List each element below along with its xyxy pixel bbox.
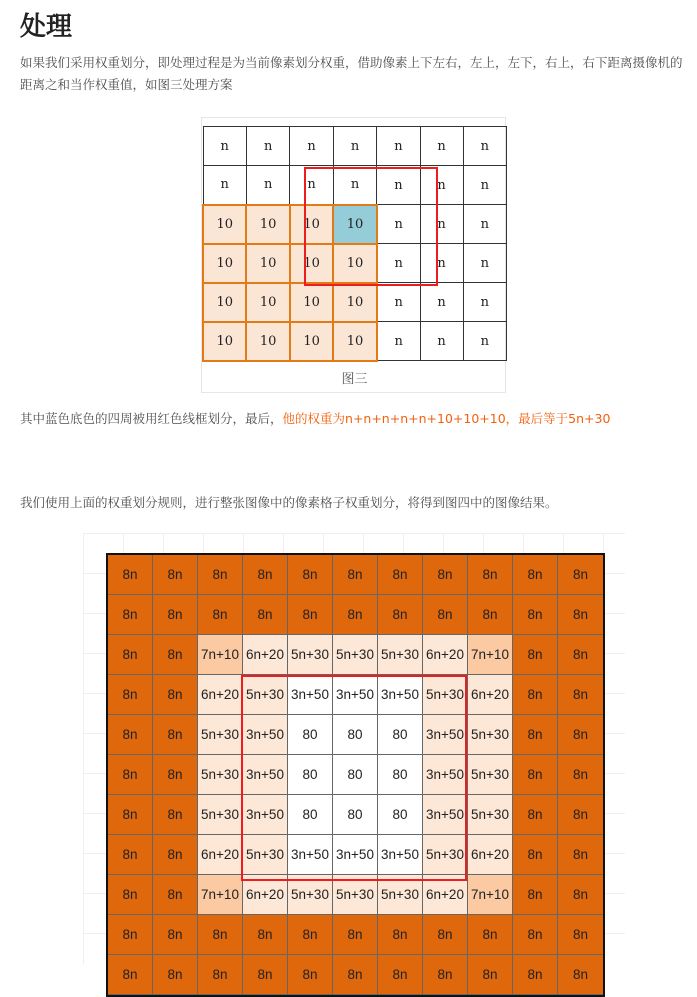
figure-4-cell: 3n+50 [333, 835, 378, 875]
figure-4-cell: 5n+30 [243, 675, 288, 715]
figure-4-cell: 5n+30 [198, 755, 243, 795]
figure-3-cell: 10 [203, 244, 246, 283]
figure-4-cell: 8n [108, 715, 153, 755]
figure-4-cell: 8n [333, 915, 378, 955]
figure-3-cell: 10 [290, 244, 333, 283]
figure-4-cell: 6n+20 [423, 875, 468, 915]
figure-4-cell: 5n+30 [468, 755, 513, 795]
figure-4-cell: 8n [153, 715, 198, 755]
figure-4-cell: 6n+20 [243, 635, 288, 675]
figure-4-cell: 8n [198, 555, 243, 595]
figure-4-cell: 8n [468, 915, 513, 955]
figure-3-row [203, 322, 507, 361]
figure-4-cell: 8n [423, 555, 468, 595]
figure-4-cell: 80 [288, 755, 333, 795]
figure-4-cell: 5n+30 [198, 715, 243, 755]
figure-4-cell: 8n [513, 795, 558, 835]
figure-3-cell: 10 [246, 205, 289, 244]
figure-4-cell: 5n+30 [378, 635, 423, 675]
figure-4-cell: 3n+50 [243, 715, 288, 755]
figure-4-cell: 8n [288, 955, 333, 995]
figure-4-cell: 5n+30 [468, 715, 513, 755]
figure-3-cell: n [420, 283, 463, 322]
figure-4-cell: 8n [153, 675, 198, 715]
figure-4-cell: 8n [153, 795, 198, 835]
figure-4-cell: 8n [333, 595, 378, 635]
figure-3-cell: n [377, 283, 420, 322]
figure-4-cell: 80 [333, 715, 378, 755]
figure-4-cell: 7n+10 [198, 635, 243, 675]
figure-3-cell: n [290, 166, 333, 205]
figure-4-cell: 3n+50 [288, 835, 333, 875]
figure-3-cell: n [377, 322, 420, 361]
figure-4-cell: 8n [558, 555, 603, 595]
figure-3-cell: 10 [290, 283, 333, 322]
figure-3-cell: n [463, 205, 506, 244]
figure-3-row [203, 283, 507, 322]
figure-4-cell: 6n+20 [198, 835, 243, 875]
figure-3-cell: n [290, 127, 333, 166]
figure-4-cell: 8n [153, 915, 198, 955]
figure-3-cell: 10 [290, 205, 333, 244]
figure-4-cell: 8n [378, 595, 423, 635]
figure-3-caption: 图三 [341, 372, 368, 387]
figure-4-cell: 5n+30 [333, 635, 378, 675]
figure-4-cell: 8n [288, 555, 333, 595]
figure-4-cell: 8n [468, 955, 513, 995]
figure-4-cell: 8n [468, 555, 513, 595]
figure-3-cell: n [420, 322, 463, 361]
figure-3-cell: n [463, 283, 506, 322]
figure-4-cell: 8n [153, 555, 198, 595]
figure-3-row [203, 205, 507, 244]
figure-3-cell: n [377, 127, 420, 166]
figure-4-cell: 8n [108, 795, 153, 835]
figure-4-cell: 8n [468, 595, 513, 635]
figure-4-cell: 8n [558, 795, 603, 835]
figure-3-row [203, 127, 507, 166]
figure-3-cell: n [463, 322, 506, 361]
figure-4-cell: 8n [108, 955, 153, 995]
figure-4-cell: 80 [333, 755, 378, 795]
figure-4-cell: 8n [513, 955, 558, 995]
figure-3-grid-area [202, 118, 507, 360]
figure-4-cell: 8n [333, 955, 378, 995]
figure-4-cell: 8n [108, 875, 153, 915]
figure-4-cell: 8n [558, 675, 603, 715]
figure-4-cell: 8n [243, 955, 288, 995]
figure-4-cell: 8n [558, 835, 603, 875]
figure-4-cell: 8n [243, 555, 288, 595]
figure-4-cell: 8n [198, 915, 243, 955]
figure-3-cell: n [463, 166, 506, 205]
intro-paragraph: 如果我们采用权重划分，即处理过程是为当前像素划分权重，借助像素上下左右，左上，左下，右上，右下距离摄像机的距离之和当作权重值，如图三处理方案 [20, 55, 683, 92]
figure-4-cell: 8n [153, 635, 198, 675]
figure-4-cell: 8n [513, 595, 558, 635]
weight-note [20, 408, 685, 430]
figure-3-cell: 10 [203, 205, 246, 244]
figure-3-cell: 10 [333, 322, 376, 361]
figure-4-cell: 8n [423, 955, 468, 995]
figure-4-cell: 5n+30 [423, 835, 468, 875]
figure-3-row [203, 244, 507, 283]
figure-4-cell: 5n+30 [198, 795, 243, 835]
figure-3-cell: 10 [290, 322, 333, 361]
figure-4-cell: 8n [423, 595, 468, 635]
figure-4-cell: 80 [378, 755, 423, 795]
figure-4-cell: 5n+30 [288, 635, 333, 675]
figure-4-cell: 8n [558, 875, 603, 915]
figure-4-grid [106, 553, 605, 997]
figure-4-cell: 8n [243, 595, 288, 635]
figure-4-cell: 8n [243, 915, 288, 955]
figure-4-cell: 8n [513, 875, 558, 915]
figure-4 [83, 533, 625, 982]
figure-4-cell: 3n+50 [423, 795, 468, 835]
figure-4-cell: 3n+50 [423, 715, 468, 755]
figure-4-cell: 5n+30 [333, 875, 378, 915]
figure-4-cell: 5n+30 [468, 795, 513, 835]
figure-3-cell: 10 [333, 244, 376, 283]
figure-4-cell: 7n+10 [468, 635, 513, 675]
figure-3-cell: 10 [333, 205, 376, 244]
figure-3-cell: n [463, 127, 506, 166]
figure-3-row [203, 166, 507, 205]
figure-4-cell: 8n [108, 835, 153, 875]
figure-4-cell: 8n [423, 915, 468, 955]
page-title: 处理 [20, 12, 73, 42]
figure-3-cell: 10 [246, 283, 289, 322]
figure-4-cell: 6n+20 [468, 675, 513, 715]
figure-4-cell: 8n [558, 715, 603, 755]
figure-3-cell: 10 [333, 283, 376, 322]
figure-3-cell: n [246, 127, 289, 166]
figure-3-cell: n [333, 166, 376, 205]
figure-4-cell: 6n+20 [243, 875, 288, 915]
figure-4-cell: 5n+30 [288, 875, 333, 915]
figure-4-cell: 3n+50 [423, 755, 468, 795]
figure-4-cell: 8n [153, 955, 198, 995]
figure-4-cell: 8n [108, 555, 153, 595]
figure-4-cell: 6n+20 [198, 675, 243, 715]
figure-4-cell: 5n+30 [243, 835, 288, 875]
figure-4-cell: 3n+50 [378, 835, 423, 875]
figure-4-cell: 3n+50 [243, 755, 288, 795]
figure-3-cell: n [377, 244, 420, 283]
figure-4-cell: 8n [513, 755, 558, 795]
figure-3-grid [202, 126, 507, 362]
figure-4-cell: 80 [378, 795, 423, 835]
figure-4-cell: 8n [198, 955, 243, 995]
figure-3-cell: 10 [203, 322, 246, 361]
figure-4-cell: 8n [108, 755, 153, 795]
figure-4-cell: 8n [378, 915, 423, 955]
figure-3-cell: n [203, 166, 246, 205]
figure-4-cell: 8n [558, 635, 603, 675]
rule-paragraph: 我们使用上面的权重划分规则，进行整张图像中的像素格子权重划分，将得到图四中的图像结果。 [20, 495, 558, 510]
figure-4-cell: 8n [558, 915, 603, 955]
figure-4-cell: 7n+10 [468, 875, 513, 915]
figure-4-cell: 7n+10 [198, 875, 243, 915]
figure-4-cell: 8n [558, 955, 603, 995]
figure-4-cell: 8n [108, 635, 153, 675]
figure-4-cell: 80 [333, 795, 378, 835]
figure-4-cell: 3n+50 [333, 675, 378, 715]
figure-4-cell: 3n+50 [378, 675, 423, 715]
figure-3-cell: n [463, 244, 506, 283]
figure-4-cell: 8n [153, 755, 198, 795]
figure-4-cell: 8n [513, 835, 558, 875]
figure-3-cell: n [420, 244, 463, 283]
figure-3-cell: n [333, 127, 376, 166]
figure-3-cell: n [246, 166, 289, 205]
figure-4-cell: 8n [378, 555, 423, 595]
figure-3-cell: n [420, 205, 463, 244]
figure-4-cell: 8n [153, 835, 198, 875]
figure-4-cell: 5n+30 [423, 675, 468, 715]
figure-3-cell: 10 [246, 322, 289, 361]
figure-3-cell: n [203, 127, 246, 166]
figure-4-cell: 8n [558, 755, 603, 795]
figure-3-cell: 10 [203, 283, 246, 322]
figure-4-cell: 3n+50 [243, 795, 288, 835]
figure-4-cell: 8n [513, 675, 558, 715]
figure-3-cell: n [377, 166, 420, 205]
figure-4-cell: 8n [108, 675, 153, 715]
figure-4-cell: 8n [513, 915, 558, 955]
figure-3-cell: n [420, 166, 463, 205]
figure-4-cell: 8n [198, 595, 243, 635]
figure-4-cell: 8n [378, 955, 423, 995]
figure-4-cell: 8n [153, 595, 198, 635]
figure-4-cell: 8n [513, 555, 558, 595]
figure-3 [201, 117, 506, 393]
weight-note-highlight: 他的权重为n+n+n+n+n+10+10+10，最后等于5n+30 [282, 411, 611, 426]
figure-4-cell: 80 [288, 715, 333, 755]
figure-4-cell: 3n+50 [288, 675, 333, 715]
figure-4-cell: 8n [288, 915, 333, 955]
figure-4-cell: 8n [108, 595, 153, 635]
figure-3-cell: n [420, 127, 463, 166]
figure-3-cell: 10 [246, 244, 289, 283]
figure-4-cell: 8n [513, 635, 558, 675]
figure-4-cell: 80 [378, 715, 423, 755]
figure-4-cell: 8n [513, 715, 558, 755]
figure-4-cell: 5n+30 [378, 875, 423, 915]
figure-4-cell: 8n [558, 595, 603, 635]
figure-4-cell: 6n+20 [423, 635, 468, 675]
figure-4-cell: 8n [333, 555, 378, 595]
figure-4-cell: 8n [108, 915, 153, 955]
figure-3-cell: n [377, 205, 420, 244]
figure-4-cell: 6n+20 [468, 835, 513, 875]
figure-4-cell: 8n [288, 595, 333, 635]
figure-4-cell: 8n [153, 875, 198, 915]
weight-note-text: 其中蓝色底色的四周被用红色线框划分，最后， [20, 411, 283, 426]
figure-4-cell: 80 [288, 795, 333, 835]
